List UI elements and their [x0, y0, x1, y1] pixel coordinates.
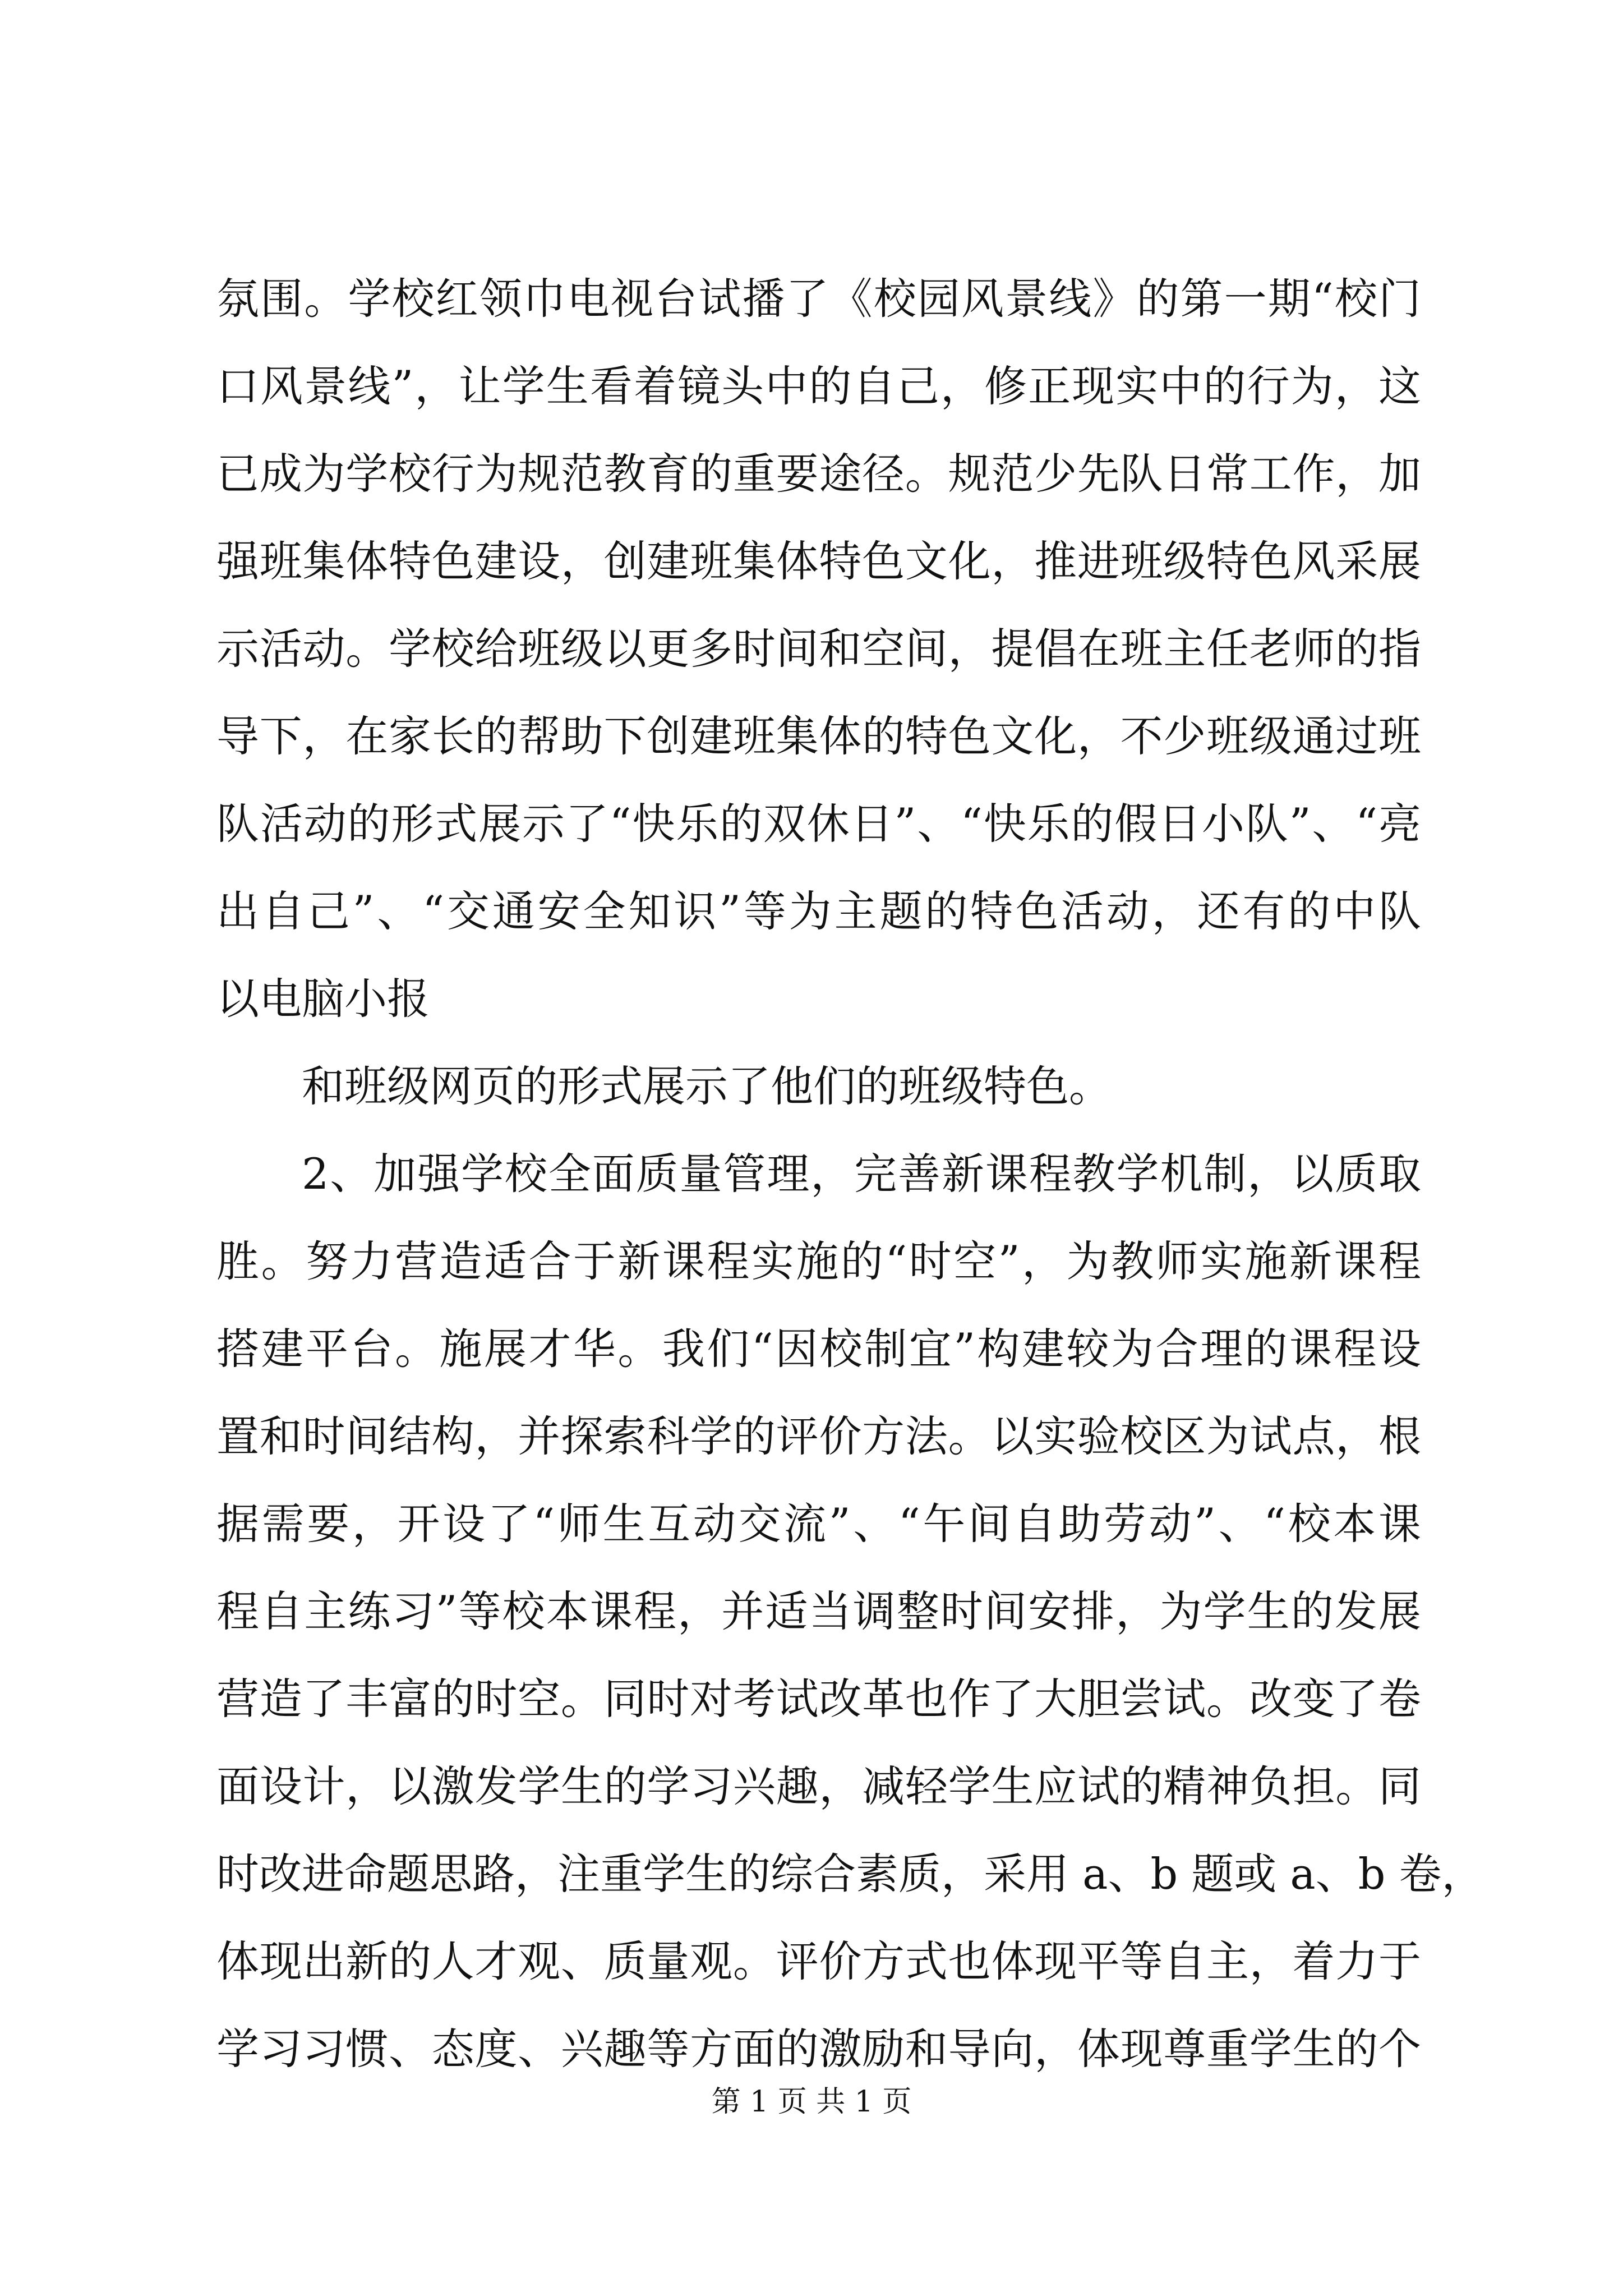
body-text — [216, 255, 1484, 2093]
text-line: 已成为学校行为规范教育的重要途径。规范少先队日常工作，加 — [216, 449, 1421, 499]
text-line: 和班级网页的形式展示了他们的班级特色。 — [302, 1061, 1112, 1111]
text-line: 出自己”、“交通安全知识”等为主题的特色活动，还有的中队 — [216, 886, 1421, 936]
page-number-footer: 第 1 页 共 1 页 — [711, 2085, 912, 2119]
text-line: 面设计，以激发学生的学习兴趣，减轻学生应试的精神负担。同 — [216, 1761, 1421, 1811]
text-line: 搭建平台。施展才华。我们“因校制宜”构建较为合理的课程设 — [216, 1324, 1421, 1374]
text-line: 示活动。学校给班级以更多时间和空间，提倡在班主任老师的指 — [216, 624, 1421, 674]
text-line: 体现出新的人才观、质量观。评价方式也体现平等自主，着力于 — [216, 1936, 1421, 1986]
text-line: 导下，在家长的帮助下创建班集体的特色文化，不少班级通过班 — [216, 711, 1421, 761]
text-line: 强班集体特色建设，创建班集体特色文化，推进班级特色风采展 — [216, 536, 1421, 586]
text-line: 队活动的形式展示了“快乐的双休日”、“快乐的假日小队”、“亮 — [216, 799, 1421, 849]
text-line: 胜。努力营造适合于新课程实施的“时空”，为教师实施新课程 — [216, 1236, 1421, 1286]
text-line: 据需要，开设了“师生互动交流”、“午间自助劳动”、“校本课 — [216, 1499, 1421, 1549]
text-line: 程自主练习”等校本课程，并适当调整时间安排，为学生的发展 — [216, 1586, 1421, 1636]
text-line: 氛围。学校红领巾电视台试播了《校园风景线》的第一期“校门 — [216, 274, 1421, 324]
text-line: 以电脑小报 — [216, 974, 430, 1024]
text-line: 口风景线”，让学生看着镜头中的自己，修正现实中的行为，这 — [216, 361, 1421, 411]
text-line: 置和时间结构，并探索科学的评价方法。以实验校区为试点，根 — [216, 1411, 1421, 1461]
text-line: 学习习惯、态度、兴趣等方面的激励和导向，体现尊重学生的个 — [216, 2024, 1421, 2074]
text-line: 2、加强学校全面质量管理，完善新课程教学机制，以质取 — [302, 1149, 1421, 1199]
text-line: 时改进命题思路，注重学生的综合素质，采用 a、b 题或 a、b 卷， — [216, 1849, 1484, 1899]
text-line: 营造了丰富的时空。同时对考试改革也作了大胆尝试。改变了卷 — [216, 1674, 1421, 1724]
